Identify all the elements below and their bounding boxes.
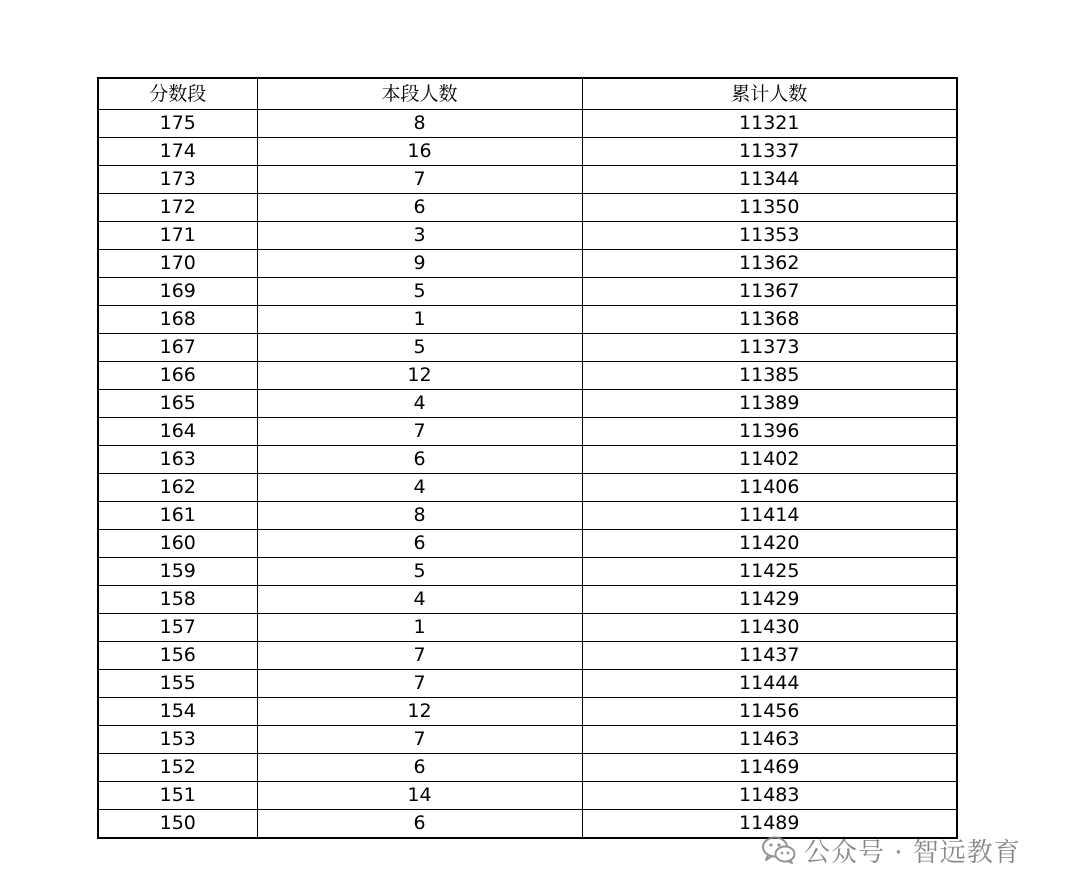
- segment-count-cell: 6: [257, 754, 582, 782]
- segment-count-cell: 4: [257, 390, 582, 418]
- table-row: [98, 558, 957, 586]
- table-row: [98, 250, 957, 278]
- segment-count-cell: 12: [257, 362, 582, 390]
- segment-count-cell: 4: [257, 586, 582, 614]
- table-row: [98, 446, 957, 474]
- header-score-range: 分数段: [98, 78, 257, 110]
- cumulative-count-cell: 11350: [582, 194, 957, 222]
- segment-count-cell: 5: [257, 278, 582, 306]
- table-row: [98, 726, 957, 754]
- cumulative-count-cell: 11344: [582, 166, 957, 194]
- cumulative-count-cell: 11353: [582, 222, 957, 250]
- segment-count-cell: 1: [257, 614, 582, 642]
- segment-count-cell: 7: [257, 670, 582, 698]
- table-row: [98, 390, 957, 418]
- score-cell: 166: [98, 362, 257, 390]
- table-row: [98, 138, 957, 166]
- score-cell: 154: [98, 698, 257, 726]
- cumulative-count-cell: 11362: [582, 250, 957, 278]
- segment-count-cell: 6: [257, 810, 582, 839]
- score-cell: 170: [98, 250, 257, 278]
- header-segment-count: 本段人数: [257, 78, 582, 110]
- segment-count-cell: 5: [257, 558, 582, 586]
- cumulative-count-cell: 11406: [582, 474, 957, 502]
- cumulative-count-cell: 11385: [582, 362, 957, 390]
- cumulative-count-cell: 11368: [582, 306, 957, 334]
- cumulative-count-cell: 11402: [582, 446, 957, 474]
- score-cell: 158: [98, 586, 257, 614]
- segment-count-cell: 6: [257, 446, 582, 474]
- segment-count-cell: 7: [257, 166, 582, 194]
- table-row: [98, 530, 957, 558]
- table-row: [98, 670, 957, 698]
- segment-count-cell: 6: [257, 194, 582, 222]
- cumulative-count-cell: 11456: [582, 698, 957, 726]
- score-cell: 165: [98, 390, 257, 418]
- cumulative-count-cell: 11425: [582, 558, 957, 586]
- table-row: [98, 362, 957, 390]
- table-row: [98, 194, 957, 222]
- score-cell: 151: [98, 782, 257, 810]
- score-cell: 169: [98, 278, 257, 306]
- segment-count-cell: 1: [257, 306, 582, 334]
- cumulative-count-cell: 11420: [582, 530, 957, 558]
- table-row: [98, 614, 957, 642]
- segment-count-cell: 3: [257, 222, 582, 250]
- table-row: [98, 222, 957, 250]
- score-cell: 156: [98, 642, 257, 670]
- cumulative-count-cell: 11483: [582, 782, 957, 810]
- score-cell: 175: [98, 110, 257, 138]
- header-cumulative-count: 累计人数: [582, 78, 957, 110]
- score-cell: 171: [98, 222, 257, 250]
- segment-count-cell: 9: [257, 250, 582, 278]
- cumulative-count-cell: 11373: [582, 334, 957, 362]
- score-cell: 173: [98, 166, 257, 194]
- table-row: [98, 642, 957, 670]
- segment-count-cell: 12: [257, 698, 582, 726]
- cumulative-count-cell: 11437: [582, 642, 957, 670]
- cumulative-count-cell: 11463: [582, 726, 957, 754]
- score-cell: 167: [98, 334, 257, 362]
- table-header-row: [98, 78, 957, 110]
- score-cell: 162: [98, 474, 257, 502]
- segment-count-cell: 6: [257, 530, 582, 558]
- segment-count-cell: 8: [257, 110, 582, 138]
- cumulative-count-cell: 11414: [582, 502, 957, 530]
- table-row: [98, 474, 957, 502]
- score-cell: 155: [98, 670, 257, 698]
- score-cell: 172: [98, 194, 257, 222]
- wechat-icon: [762, 836, 796, 864]
- score-cell: 174: [98, 138, 257, 166]
- score-cell: 160: [98, 530, 257, 558]
- score-cell: 164: [98, 418, 257, 446]
- score-cell: 161: [98, 502, 257, 530]
- cumulative-count-cell: 11489: [582, 810, 957, 839]
- score-cell: 153: [98, 726, 257, 754]
- table-row: [98, 586, 957, 614]
- table-row: [98, 754, 957, 782]
- cumulative-count-cell: 11430: [582, 614, 957, 642]
- table-row: [98, 306, 957, 334]
- cumulative-count-cell: 11389: [582, 390, 957, 418]
- table-row: [98, 334, 957, 362]
- score-cell: 168: [98, 306, 257, 334]
- segment-count-cell: 8: [257, 502, 582, 530]
- cumulative-count-cell: 11337: [582, 138, 957, 166]
- cumulative-count-cell: 11429: [582, 586, 957, 614]
- segment-count-cell: 7: [257, 418, 582, 446]
- table-row: [98, 418, 957, 446]
- table-row: [98, 698, 957, 726]
- table-row: [98, 502, 957, 530]
- table-row: [98, 782, 957, 810]
- cumulative-count-cell: 11321: [582, 110, 957, 138]
- segment-count-cell: 7: [257, 642, 582, 670]
- cumulative-count-cell: 11469: [582, 754, 957, 782]
- score-cell: 159: [98, 558, 257, 586]
- watermark-text: 公众号 · 智远教育: [804, 837, 1021, 868]
- score-cell: 152: [98, 754, 257, 782]
- cumulative-count-cell: 11444: [582, 670, 957, 698]
- table-row: [98, 110, 957, 138]
- watermark: [762, 832, 1021, 868]
- score-cell: 163: [98, 446, 257, 474]
- segment-count-cell: 5: [257, 334, 582, 362]
- segment-count-cell: 16: [257, 138, 582, 166]
- score-cell: 157: [98, 614, 257, 642]
- score-distribution-table: [97, 77, 958, 839]
- segment-count-cell: 7: [257, 726, 582, 754]
- table-row: [98, 278, 957, 306]
- segment-count-cell: 14: [257, 782, 582, 810]
- segment-count-cell: 4: [257, 474, 582, 502]
- score-cell: 150: [98, 810, 257, 839]
- table-row: [98, 166, 957, 194]
- cumulative-count-cell: 11367: [582, 278, 957, 306]
- cumulative-count-cell: 11396: [582, 418, 957, 446]
